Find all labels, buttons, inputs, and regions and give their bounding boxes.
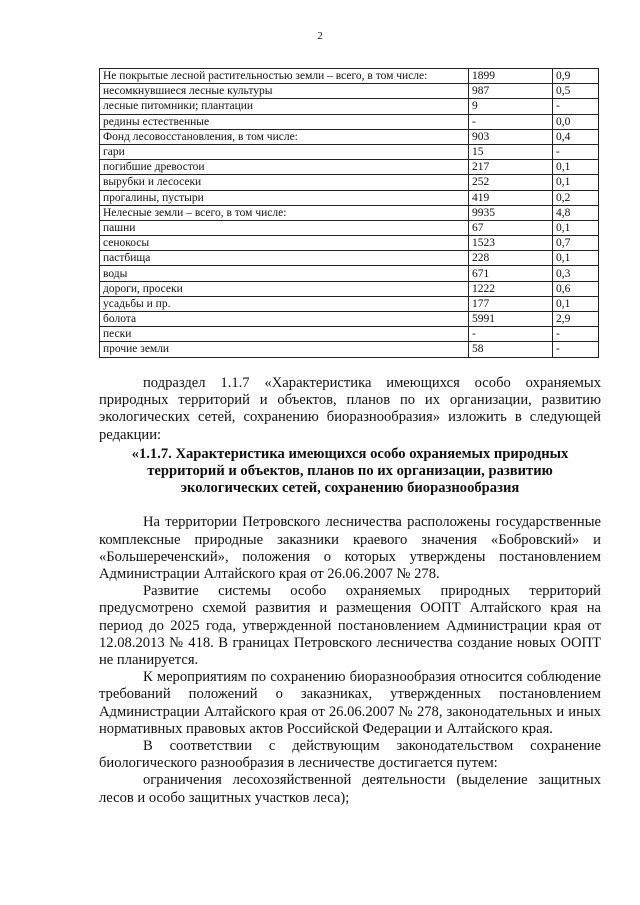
table-row (100, 129, 599, 144)
table-row (100, 251, 599, 266)
land-category-cell: сенокосы (100, 236, 469, 251)
paragraph-measures: К мероприятиям по сохранению биоразнообразия относится соблюдение требований положений о заказниках, утвержденных постановлением Администрации Алтайского края от 26.06.2007 № 278, законодательных и иных нормативных правовых актов Российской Федерации и Алтайского края. (99, 669, 601, 737)
area-cell: 419 (469, 190, 553, 205)
area-cell: 987 (469, 84, 553, 99)
land-category-cell: прочие земли (100, 342, 469, 357)
table-row (100, 69, 599, 84)
table-row (100, 160, 599, 175)
table-row (100, 84, 599, 99)
area-cell: 67 (469, 220, 553, 235)
table-row (100, 236, 599, 251)
land-category-cell: пастбища (100, 251, 469, 266)
percent-cell: 0,1 (553, 251, 599, 266)
page-number: 2 (317, 30, 323, 42)
area-cell: 217 (469, 160, 553, 175)
land-category-cell: дороги, просеки (100, 281, 469, 296)
percent-cell: 0,3 (553, 266, 599, 281)
table-row (100, 327, 599, 342)
percent-cell: 0,1 (553, 160, 599, 175)
land-category-cell: прогалины, пустыри (100, 190, 469, 205)
area-cell: 58 (469, 342, 553, 357)
percent-cell: 0,2 (553, 190, 599, 205)
percent-cell: - (553, 342, 599, 357)
land-category-table (99, 68, 599, 358)
land-category-cell: редины естественные (100, 114, 469, 129)
table-row (100, 312, 599, 327)
area-cell: - (469, 114, 553, 129)
table-body (100, 69, 599, 358)
percent-cell: 0,4 (553, 129, 599, 144)
land-category-cell: вырубки и лесосеки (100, 175, 469, 190)
area-cell: 9935 (469, 205, 553, 220)
land-category-cell: болота (100, 312, 469, 327)
land-category-cell: Нелесные земли – всего, в том числе: (100, 205, 469, 220)
table-row (100, 144, 599, 159)
paragraph-development: Развитие системы особо охраняемых природных территорий предусмотрено схемой развития и размещения ООПТ Алтайского края на период до 2025 года, утвержденной постановлением Администрации края от 12.08.2013 № 418. В границах Петровского лесничества создание новых ООПТ не планируется. (99, 583, 601, 669)
area-cell: 177 (469, 296, 553, 311)
area-cell: 252 (469, 175, 553, 190)
percent-cell: 0,9 (553, 69, 599, 84)
area-cell: - (469, 327, 553, 342)
area-cell: 228 (469, 251, 553, 266)
percent-cell: 0,7 (553, 236, 599, 251)
area-cell: 671 (469, 266, 553, 281)
land-category-cell: пески (100, 327, 469, 342)
table-row (100, 281, 599, 296)
percent-cell: 0,6 (553, 281, 599, 296)
table-row (100, 266, 599, 281)
table-row (100, 190, 599, 205)
paragraph-legislation: В соответствии с действующим законодательством сохранение биологического разнообразия в лесничестве достигается путем: (99, 738, 601, 772)
percent-cell: - (553, 144, 599, 159)
area-cell: 5991 (469, 312, 553, 327)
area-cell: 1523 (469, 236, 553, 251)
land-category-cell: Фонд лесовосстановления, в том числе: (100, 129, 469, 144)
land-category-cell: гари (100, 144, 469, 159)
percent-cell: 2,9 (553, 312, 599, 327)
table-row (100, 205, 599, 220)
land-category-cell: несомкнувшиеся лесные культуры (100, 84, 469, 99)
land-category-cell: пашни (100, 220, 469, 235)
percent-cell: - (553, 327, 599, 342)
table-row (100, 220, 599, 235)
table-row (100, 296, 599, 311)
intro-paragraph: подраздел 1.1.7 «Характеристика имеющихся особо охраняемых природных территорий и объектов, планов по их организации, развитию экологических сетей, сохранению биоразнообразия» изложить в следующей редакции: (99, 375, 601, 443)
land-category-cell: погибшие древостои (100, 160, 469, 175)
document-body (99, 375, 601, 807)
percent-cell: - (553, 99, 599, 114)
table-row (100, 114, 599, 129)
percent-cell: 4,8 (553, 205, 599, 220)
land-category-cell: воды (100, 266, 469, 281)
table-row (100, 342, 599, 357)
area-cell: 1899 (469, 69, 553, 84)
percent-cell: 0,1 (553, 296, 599, 311)
area-cell: 15 (469, 144, 553, 159)
paragraph-restrictions: ограничения лесохозяйственной деятельности (выделение защитных лесов и особо защитных участков леса); (99, 772, 601, 806)
paragraph-reserves: На территории Петровского лесничества расположены государственные комплексные природные заказники краевого значения «Бобровский» и «Большереченский», положения о которых утверждены постановлением Администрации Алтайского края от 26.06.2007 № 278. (99, 514, 601, 583)
area-cell: 1222 (469, 281, 553, 296)
percent-cell: 0,1 (553, 220, 599, 235)
land-category-cell: усадьбы и пр. (100, 296, 469, 311)
percent-cell: 0,5 (553, 84, 599, 99)
land-category-cell: лесные питомники; плантации (100, 99, 469, 114)
land-category-cell: Не покрытые лесной растительностью земли – всего, в том числе: (100, 69, 469, 84)
area-cell: 9 (469, 99, 553, 114)
percent-cell: 0,0 (553, 114, 599, 129)
percent-cell: 0,1 (553, 175, 599, 190)
table-row (100, 175, 599, 190)
area-cell: 903 (469, 129, 553, 144)
section-heading: «1.1.7. Характеристика имеющихся особо охраняемых природных территорий и объектов, планов по их организации, развитию экологических сетей, сохранению биоразнообразия (131, 445, 569, 497)
table-row (100, 99, 599, 114)
